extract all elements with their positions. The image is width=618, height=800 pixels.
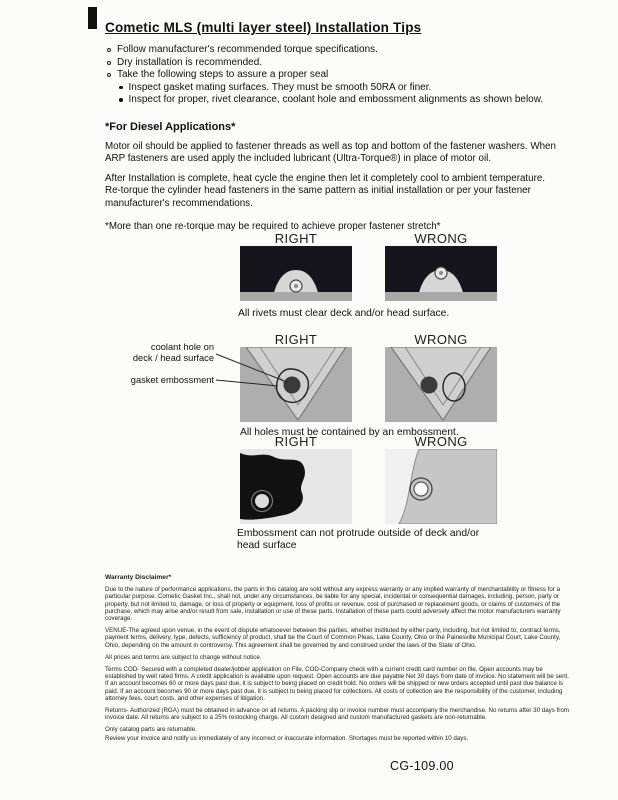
dot-bullet-icon <box>119 98 123 102</box>
page-title: Cometic MLS (multi layer steel) Installation Tips <box>105 20 422 35</box>
disclaimer-paragraph: Terms COD- Secured with a completed dealer/jobber application on File, COD-Company check with a current credit card number on file. Open accounts may be established by well rated firms. A credit application is available upon request. Open accounts are due payable Net 30 days from date of invoice. No statement will be sent. If an account becomes 60 or more days past due, it is subject to being placed on credit hold. No orders will be shipped or new orders accepted until past due balance is paid. If an account becomes 90 or more days past due, it is subject to being placed for collections. All costs of collection are the responsibility of the customer, including attorney fees, court costs, and other expenses of litigation. <box>105 666 569 702</box>
circle-bullet-icon <box>107 61 111 65</box>
sub-tip-text: Inspect gasket mating surfaces. They must be smooth 50RA or finer. <box>128 81 432 93</box>
circle-bullet-icon <box>107 48 111 52</box>
installation-tips-list <box>107 44 577 107</box>
embossment-containment-wrong-figure <box>385 347 497 422</box>
coolant-hole-annotation-line1: coolant hole on <box>150 342 214 352</box>
row3-caption: Embossment can not protrude outside of deck and/or head surface <box>237 528 480 551</box>
dot-bullet-icon <box>119 86 123 90</box>
diesel-paragraph-2: After Installation is complete, heat cycle the engine then let it completely cool to ambient temperature. Re-torque the cylinder head fasteners in the same pattern as initial installation or per your fastener manufacturer's recommendations. <box>105 173 546 209</box>
sub-tip-item <box>107 94 577 107</box>
tip-item <box>107 57 577 70</box>
rivet-clearance-right-figure <box>240 246 352 301</box>
warranty-disclaimer-heading: Warranty Disclaimer* <box>105 574 172 581</box>
disclaimer-paragraph: Due to the nature of performance applications, the parts in this catalog are sold without any express warranty or any implied warranty of merchantability or fitness for a particular purpose. Cometic Gasket Inc., shall not, under any circumstances, be liable for any special, incidental or consequential damages, including, person, party or property, but not limited to, damage, or loss of property or equipment, loss of profits or revenue, cost of purchased or replacement goods, or claims of customers of the purchase, which may arise and/or result from sale, installation or use of these parts. Installation of these parts could adversely affect the motor manufacturers warranty coverage. <box>105 586 561 623</box>
row1-right-label: RIGHT <box>274 231 318 246</box>
main-content <box>105 20 577 233</box>
disclaimer-paragraph: Only catalog parts are returnable. <box>105 726 197 734</box>
page-edge-mark <box>88 7 97 29</box>
tip-item <box>107 44 577 57</box>
row2-caption: All holes must be contained by an embossment. <box>240 427 459 438</box>
retorque-note: *More than one re-torque may be required to achieve proper fastener stretch* <box>105 220 441 232</box>
tip-item <box>107 69 577 82</box>
row1-caption: All rivets must clear deck and/or head surface. <box>238 308 450 319</box>
tip-text: Take the following steps to assure a proper seal <box>117 69 329 80</box>
diesel-paragraph-1: Motor oil should be applied to fastener threads as well as top and bottom of the fastener washers. When ARP fasteners are used apply the included lubricant (Ultra-Torque®) in place of motor oil. <box>105 140 556 164</box>
row2-right-label: RIGHT <box>274 332 318 347</box>
figure-section <box>0 228 618 560</box>
row3-right-label: RIGHT <box>274 434 318 449</box>
warranty-disclaimer <box>105 574 573 747</box>
tip-text: Follow manufacturer's recommended torque specifications. <box>117 44 378 55</box>
circle-bullet-icon <box>107 73 111 77</box>
row1-wrong-label: WRONG <box>414 231 468 246</box>
embossment-protrusion-right-figure <box>240 449 352 524</box>
embossment-containment-right-figure <box>240 347 352 422</box>
gasket-embossment-annotation: gasket embossment <box>130 375 214 385</box>
page-number: CG-109.00 <box>390 759 454 773</box>
coolant-hole-annotation <box>118 342 214 363</box>
row2-wrong-label: WRONG <box>414 332 468 347</box>
disclaimer-paragraph: Review your invoice and notify us immediately of any incorrect or inaccurate information. Shortages must be reported within 10 days. <box>105 734 469 742</box>
embossment-protrusion-wrong-figure <box>385 449 497 524</box>
disclaimer-paragraph: All prices and terms are subject to change without notice. <box>105 653 262 661</box>
row3-wrong-label: WRONG <box>414 434 468 449</box>
tip-text: Dry installation is recommended. <box>117 56 263 68</box>
rivet-clearance-wrong-figure <box>385 246 497 301</box>
sub-tip-item <box>107 82 577 95</box>
sub-tip-text: Inspect for proper, rivet clearance, coolant hole and embossment alignments as shown below. <box>128 94 544 105</box>
diesel-applications-heading: *For Diesel Applications* <box>105 120 236 133</box>
disclaimer-paragraph: VENUE-The agreed upon venue, in the event of dispute whatsoever between the parties, whether instituted by either party, including, but not limited to, contract terms, payment terms, delivery, type, defects, sufficiency of product, shall be the Court of Common Pleas, Lake County, Ohio or the Painesville Municipal Court, Lake County, Ohio, depending on the amount in controversy. This agreement shall be governed by and construed under the laws of the State of Ohio. <box>105 627 561 649</box>
coolant-hole-annotation-line2: deck / head surface <box>132 352 214 363</box>
disclaimer-paragraph: Returns- Authorized (RGA) must be obtained in advance on all returns. A packing slip or invoice number must accompany the merchandise. No returns after 30 days from invoice date. All returns are subject to a 25% restocking charge. All custom designed and custom manufactured gaskets are non-returnable. <box>105 707 569 722</box>
